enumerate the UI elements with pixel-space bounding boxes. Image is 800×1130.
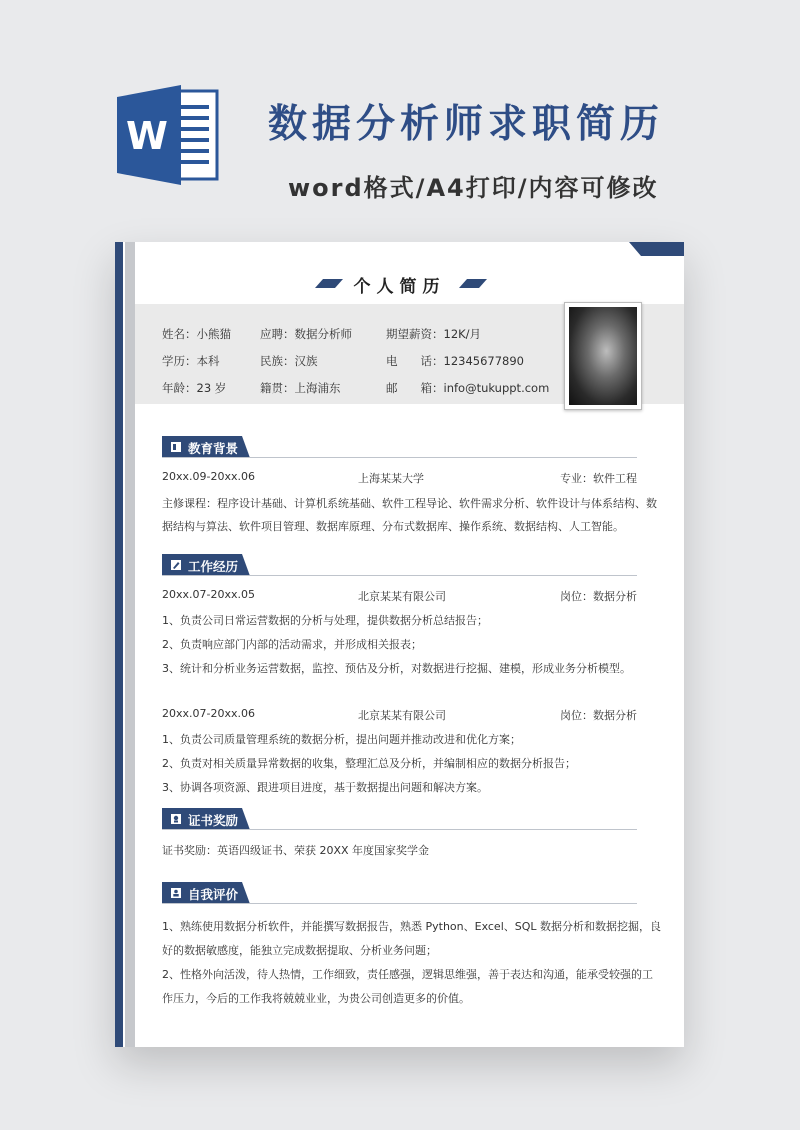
section-certificates xyxy=(162,808,637,830)
work-1-duty-2: 2、负责响应部门内部的活动需求，并形成相关报表； xyxy=(162,638,422,651)
work-1-period: 20xx.07-20xx.05 xyxy=(162,588,255,601)
info-education: 学历：本科 xyxy=(162,354,220,368)
title-deco-left xyxy=(315,279,343,288)
certificates-text: 证书奖励：英语四级证书、荣获 20XX 年度国家奖学金 xyxy=(162,844,430,857)
self-eval-line-1: 1、熟练使用数据分析软件，并能撰写数据报告，熟悉 Python、Excel、SQL 数据分析和数据挖掘，良 xyxy=(162,920,662,933)
work-2-duty-3: 3、协调各项资源、跟进项目进度，基于数据提出问题和解决方案。 xyxy=(162,781,488,794)
resume-paper xyxy=(115,242,684,1047)
section-certificates-label: 证书奖励 xyxy=(188,813,239,828)
info-age: 年龄：23 岁 xyxy=(162,381,227,395)
page-title: 数据分析师求职简历 xyxy=(268,102,665,147)
work-2-duty-1: 1、负责公司质量管理系统的数据分析，提出问题并推动改进和优化方案； xyxy=(162,733,521,746)
avatar-photo xyxy=(564,302,642,410)
work-2-duty-2: 2、负责对相关质量异常数据的收集，整理汇总及分析，并编制相应的数据分析报告； xyxy=(162,757,576,770)
education-courses-line-1: 主修课程：程序设计基础、计算机系统基础、软件工程导论、软件需求分析、软件设计与体系结构、数 xyxy=(162,497,657,510)
work-row-2 xyxy=(162,707,637,723)
education-period: 20xx.09-20xx.06 xyxy=(162,470,255,483)
work-1-duty-1: 1、负责公司日常运营数据的分析与处理，提供数据分析总结报告； xyxy=(162,614,488,627)
info-hometown: 籍贯：上海浦东 xyxy=(260,381,341,395)
work-1-company: 北京某某有限公司 xyxy=(358,590,446,603)
info-position: 应聘：数据分析师 xyxy=(260,327,352,341)
work-2-period: 20xx.07-20xx.06 xyxy=(162,707,255,720)
work-row-1 xyxy=(162,588,637,604)
work-1-position: 岗位：数据分析 xyxy=(560,590,637,603)
left-gray-bar xyxy=(125,242,135,1047)
info-phone: 电 话：12345677890 xyxy=(386,354,524,368)
self-eval-line-3: 2、性格外向活泼，待人热情，工作细致，责任感强，逻辑思维强，善于表达和沟通，能承受较强的工 xyxy=(162,968,653,981)
info-name: 姓名：小熊猫 xyxy=(162,327,231,341)
education-major: 专业：软件工程 xyxy=(560,472,637,485)
work-2-company: 北京某某有限公司 xyxy=(358,709,446,722)
section-self-eval-label: 自我评价 xyxy=(188,887,239,902)
word-icon-letter: W xyxy=(126,114,168,158)
education-school: 上海某某大学 xyxy=(358,472,424,485)
resume-title: 个人简历 xyxy=(353,277,446,297)
word-document-icon xyxy=(117,83,221,187)
education-row xyxy=(162,470,637,486)
education-courses-line-2: 据结构与算法、软件项目管理、数据库原理、分布式数据库、操作系统、数据结构、人工智能。 xyxy=(162,520,624,533)
edit-icon xyxy=(170,559,182,571)
info-email: 邮 箱：info@tukuppt.com xyxy=(386,381,550,395)
work-1-duty-3: 3、统计和分析业务运营数据，监控、预估及分析，对数据进行挖掘、建模，形成业务分析模型。 xyxy=(162,662,631,675)
left-accent-bar xyxy=(115,242,123,1047)
self-eval-line-2: 好的数据敏感度，能独立完成数据提取、分析业务问题； xyxy=(162,944,437,957)
self-eval-line-4: 作压力，今后的工作我将兢兢业业，为贵公司创造更多的价值。 xyxy=(162,992,470,1005)
info-ethnicity: 民族：汉族 xyxy=(260,354,318,368)
book-icon xyxy=(170,441,182,453)
corner-tab xyxy=(629,242,684,256)
section-self-eval xyxy=(162,882,637,904)
info-salary: 期望薪资：12K/月 xyxy=(386,327,482,341)
section-education-label: 教育背景 xyxy=(188,441,239,456)
certificate-icon xyxy=(170,813,182,825)
section-education xyxy=(162,436,637,458)
user-icon xyxy=(170,887,182,899)
resume-title-row xyxy=(115,272,684,298)
section-work xyxy=(162,554,637,576)
work-2-position: 岗位：数据分析 xyxy=(560,709,637,722)
page-subtitle: word格式/A4打印/内容可修改 xyxy=(288,174,659,202)
section-work-label: 工作经历 xyxy=(188,559,239,574)
title-deco-right xyxy=(459,279,487,288)
